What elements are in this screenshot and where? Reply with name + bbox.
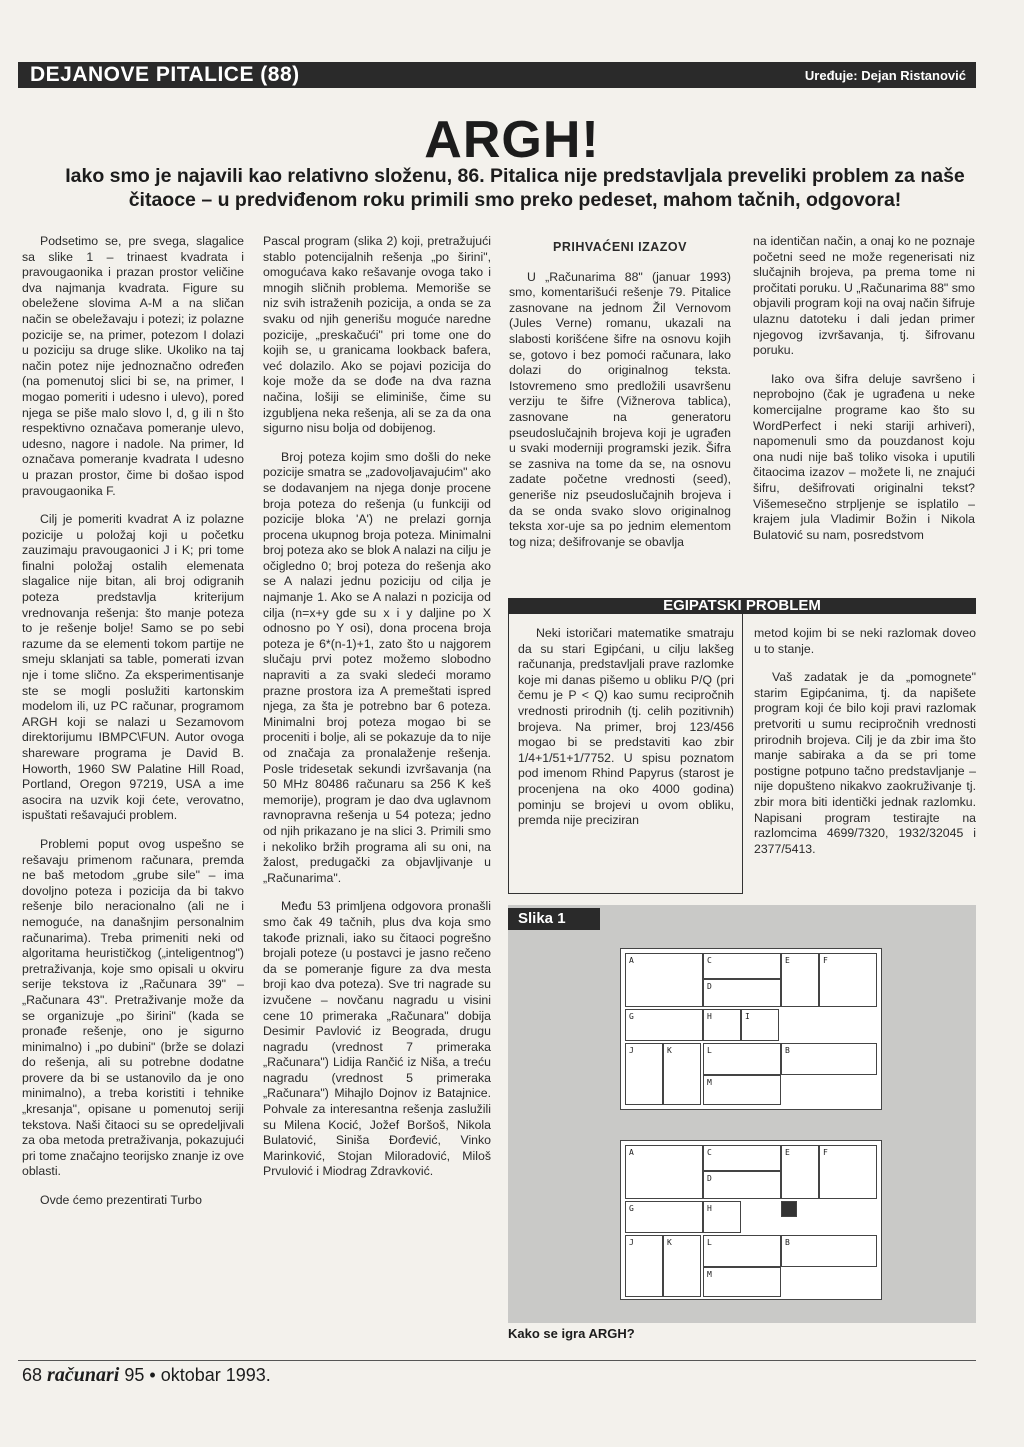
footer-divider — [18, 1360, 976, 1361]
puzzle-block: E — [781, 953, 819, 1007]
paragraph: Iako ova šifra deluje savršeno i neprobojno (čak je ugrađena u neke komercijalne programe kao što su WordPerfect i neki stariji arhiveri), napomenuli smo da pouzdanost koju ona nudi nije baš toliko visoka i uputili čitaocima izazov – možete li, ne znajući šifru, dešifrovati originalni tekst? Višemesečno strpljenje se isplatilo – krajem jula Vladimir Božin i Nikola Bulatović su nam, posredstvom — [753, 371, 975, 542]
paragraph: Broj poteza kojim smo došli do neke pozicije smatra se „zadovoljavajućim" ako se dodavanjem na njega donje procene broja poteza do rešenja (u funkciji od pozicije bloka 'A') ne prelazi gornja procena ukupnog broja poteza. Minimalni broj poteza ako se blok A nalazi na cilju je očigledno 0; broj poteza do rešenja ako se A nalazi jednu poziciju od cilja je najmanje 1. Ako se A nalazi n pozicija od cilja (n=x+y gde su x i y daljine po X odnosno po Y osi), dona procena broja poteza je 6*(n-1)+1, zato što u najgorem slučaju prvi potez možemo slobodno napraviti a za svaki sledeći moramo prazne prostora iza A premeštati ispred njega, za šta je potrebno bar 6 poteza. Minimalni broj poteza mogao bi se proceniti i bolje, ali se pokazuje da to nije od značaja za pronalaženje rešenja. Posle tridesetak sekundi izvršavanja (na 50 MHz 80486 računaru sa 256 K keš memorije), program je dao dva uglavnom ravnopravna rešenja u 54 poteza; jedno od njih prikazano je na slici 3. Primili smo i nekoliko bržih programa ali su oni, na žalost, predugački za objavljivanje u „Računarima". — [263, 449, 491, 885]
puzzle-block: C — [703, 953, 781, 979]
puzzle-block: E — [781, 1145, 819, 1199]
paragraph: Problemi poput ovog uspešno se rešavaju primenom računara, premda ne baš metodom „grube sile" – ima dovoljno poteza i pozicija da bi takvo rešenje bilo neracionalno (ali ne i nemoguće, na današnjim personalnim računarima). Treba primeniti neki od algoritama heurističkog („inteligentnog") pretraživanja, koje smo opisali u okviru serije tekstova iz „Računara 39" – „Računara 43". Pretraživanje može da se organizuje „po širini" (kada se pronađe rešenje, ono je sigurno minimalno) i „po dubini" (brže se dolazi do rešenja, ali su potrebne dodatne provere da bi se ustanovilo da je ono minimalno), a treba koristiti i tehnike „kresanja", opisane u pomenutoj seriji tekstova. Naši čitaoci su se opredeljivali za oba metoda pretraživanja, pokazujući pri tome značajno teorijsko znanje iz ove oblasti. — [22, 836, 244, 1179]
paragraph: U „Računarima 88" (januar 1993) smo, komentarišući rešenje 79. Pitalice zasnovane na jednom Žil Vernovom (Jules Verne) romanu, ukazali na slabosti korišćene šifre na osnovu kojih se, gotovo i bez pomoći računara, lako dolazi do originalnog teksta. Istovremeno smo predložili usavršenu verziju te šifre (Vižnerova tablica), zasnovane na generatoru pseudoslučajnih brojeva koji je ugrađen u svaki moderniji programski jezik. Šifra se zasniva na tome da se, na osnovu zadate početne vrednosti (seed), generiše niz pseudoslučajnih brojeva i da se onda svako slovo originalnog teksta xor-uje sa po jednim elementom tog niza; dešifrovanje se obavlja — [509, 269, 731, 549]
paragraph: metod kojim bi se neki razlomak doveo u to stanje. — [754, 626, 976, 656]
paragraph: Ovde ćemo prezentirati Turbo — [40, 1193, 202, 1208]
puzzle-block: B — [781, 1235, 877, 1267]
puzzle-block: D — [703, 1171, 781, 1199]
puzzle-block: G — [625, 1009, 703, 1041]
puzzle-block: K — [663, 1043, 701, 1105]
egypt-left-column — [518, 626, 734, 842]
puzzle-block: J — [625, 1235, 663, 1297]
puzzle-block: G — [625, 1201, 703, 1233]
puzzle-block: H — [703, 1201, 741, 1233]
puzzle-block: F — [819, 953, 877, 1007]
egypt-title: EGIPATSKI PROBLEM — [663, 597, 821, 614]
puzzle-block: D — [703, 979, 781, 1007]
puzzle-block: K — [663, 1235, 701, 1297]
puzzle-block: C — [703, 1145, 781, 1171]
egypt-right-column — [754, 626, 976, 870]
puzzle-block: I — [741, 1009, 779, 1041]
puzzle-board-after-move — [620, 1140, 882, 1300]
puzzle-block: F — [819, 1145, 877, 1199]
article-title: ARGH! — [424, 111, 600, 169]
section-heading: PRIHVAĆENI IZAZOV — [553, 240, 687, 254]
lead-paragraph: Iako smo je najavili kao relativno složenu, 86. Pitalica nije predstavljala preveliki problem za naše čitaoce – u predviđenom roku primili smo preko pedeset, mahom tačnih, odgovora! — [65, 165, 965, 211]
puzzle-board-initial — [620, 948, 882, 1110]
paragraph: Neki istoričari matematike smatraju da su stari Egipćani, u cilju lakšeg računanja, predstavljali prave razlomke koje mi danas pišemo u obliku P/Q (pri čemu je P < Q) kao sumu recipročnih vrednosti prirodnih (tj. celih pozitivnih) brojeva. Na primer, broj 123/456 mogao bi se predstaviti kao zbir 1/4+1/51+1/7752. U spisu poznatom pod imenom Rhind Papyrus (starost je procenjena na oko 4000 godina) pominju se brojevi u ovom obliku, premda nije preciziran — [518, 626, 734, 828]
puzzle-block: B — [781, 1043, 877, 1075]
column-3 — [509, 232, 731, 563]
puzzle-block: L — [703, 1235, 781, 1267]
moved-block-marker — [781, 1201, 797, 1217]
paragraph: Cilj je pomeriti kvadrat A iz polazne pozicije u položaj koji u početku zauzimaju pravougaonici J i K; pri tome finalni položaj ostalih elemenata slagalice nije bitan, ali broj odigranih poteza predstavlja kriterijum vrednovanja rešenja: što manje poteza to je rešenje bolje! Samo se po sebi razume da se elementi tokom partije ne smeju sklanjati sa table, pomerati izvan nje i tome slično. Za eksperimentisanje ste se mogli poslužiti kartonskim modelom ili, uz PC računar, programom ARGH koji se nalazi u Sezamovom direktorijumu IBMPC\FUN. Autor ovoga shareware programa je David B. Howorth, 1960 SW Palatine Hill Road, Portland, Oregon 97219, USA a ime asocira na uzvik koji ćete, verovatno, ispuštati rešavajući problem. — [22, 512, 244, 823]
paragraph: Među 53 primljena odgovora pronašli smo čak 49 tačnih, plus dva koja smo takođe priznali, iako su čitaoci pogrešno brojali poteze (u postavci je jasno rečeno da se pomeranje figure za dva mesta broji kao dva poteza). Sve tri nagrade su izvučene – novčanu nagradu u visini cene 10 primeraka „Računara" dobija Desimir Pavlović iz Beograda, drugu nagradu (vrednost 7 primeraka „Računara") Lidija Rančić iz Niša, a treću nagradu (vrednost 5 primeraka „Računara") Mihajlo Dojnov iz Batajnice. Pohvale za interesantna rešenja zaslužili su Milena Kocić, Jožef Boršoš, Nikola Bulatović, Siniša Đorđević, Vinko Marinković, Stojan Miloradović, Miloš Prvulović i Miodrag Zdravković. — [263, 899, 491, 1179]
issue-date: oktobar 1993. — [160, 1365, 271, 1385]
paragraph: Vaš zadatak je da „pomognete" starim Egipćanima, tj. da napišete program koji će bilo koji pravi razlomak pretvoriti u sumu recipročnih vrednosti prirodnih brojeva. Cilj je da zbir ima što manje sabiraka a da se pri tome postigne potpuno tačno predstavljanje – nije dopušteno nikakvo zaokruživanje tj. zbir mora biti identički jednak razlomku. Napisani program testirajte na razlomcima 4699/7320, 1932/32045 i 2377/5413. — [754, 670, 976, 856]
paragraph: na identičan način, a onaj ko ne poznaje početni seed ne može regenerisati niz slučajnih brojeva, pa prema tome ni pročitati poruku. U „Računarima 88" smo objavili program koji na ovaj način šifruje ulaznu datoteku i dali jedan primer njegovog izvršavanja, tj. šifrovanu poruku. — [753, 234, 975, 358]
column-2 — [263, 234, 491, 1193]
paragraph: Podsetimo se, pre svega, slagalice sa slike 1 – trinaest kvadrata i pravougaonika i prazan prostor veličine dva najmanja kvadrata. Figure su obeležene slovima A-M a na sličan način se obeležavaju i potezi; iz polazne pozicije se, na primer, potezom I dolazi u poziciju sa druge slike. Ukoliko na taj način potez nije jednoznačno određen (na pomenutoj slici bi se, na primer, I mogao pomeriti i udesno i ulevo), pored njega se piše malo slovo l, d, g ili n što respektivno označava pomeranje ulevo, udesno, nagore i nadole. Na primer, Id označava pomeranje kvadrata I udesno u prazan prostor, čime bi došao ispod pravougaonika F. — [22, 234, 244, 498]
editor-credit: Uređuje: Dejan Ristanović — [804, 68, 966, 83]
paragraph: Pascal program (slika 2) koji, pretražujući stablo potencijalnih rešenja „po širini", omogućava kako rešavanje ovoga tako i mnogih sličnih problema. Memoriše se niz svih istraženih pozicija, a onda se za svaku od njih generišu moguće naredne pozicije, „preskačući" pri tome one do kojih se, u granicama lookback bafera, već dolazilo. Ako se pojavi pozicija do koje može da se dođe na dva razna načina, lošiji se eliminiše, čime su izgubljena neka rešenja, ali se za da ona sigurno nisu bolja od dobijenog. — [263, 234, 491, 436]
puzzle-block: L — [703, 1043, 781, 1075]
page-footer — [22, 1364, 271, 1387]
bullet: • — [149, 1365, 156, 1385]
puzzle-block: A — [625, 1145, 703, 1199]
column-1 — [22, 234, 244, 1222]
page-number: 68 — [22, 1365, 43, 1385]
issue-number: 95 — [124, 1365, 145, 1385]
puzzle-block: A — [625, 953, 703, 1007]
section-title: DEJANOVE PITALICE (88) — [30, 63, 300, 86]
puzzle-block: H — [703, 1009, 741, 1041]
puzzle-block: J — [625, 1043, 663, 1105]
magazine-logo: računari — [47, 1364, 120, 1386]
column-4 — [753, 234, 975, 556]
puzzle-block: M — [703, 1075, 781, 1105]
figure-label: Slika 1 — [508, 908, 600, 930]
puzzle-block: M — [703, 1267, 781, 1297]
figure-caption: Kako se igra ARGH? — [508, 1326, 635, 1341]
